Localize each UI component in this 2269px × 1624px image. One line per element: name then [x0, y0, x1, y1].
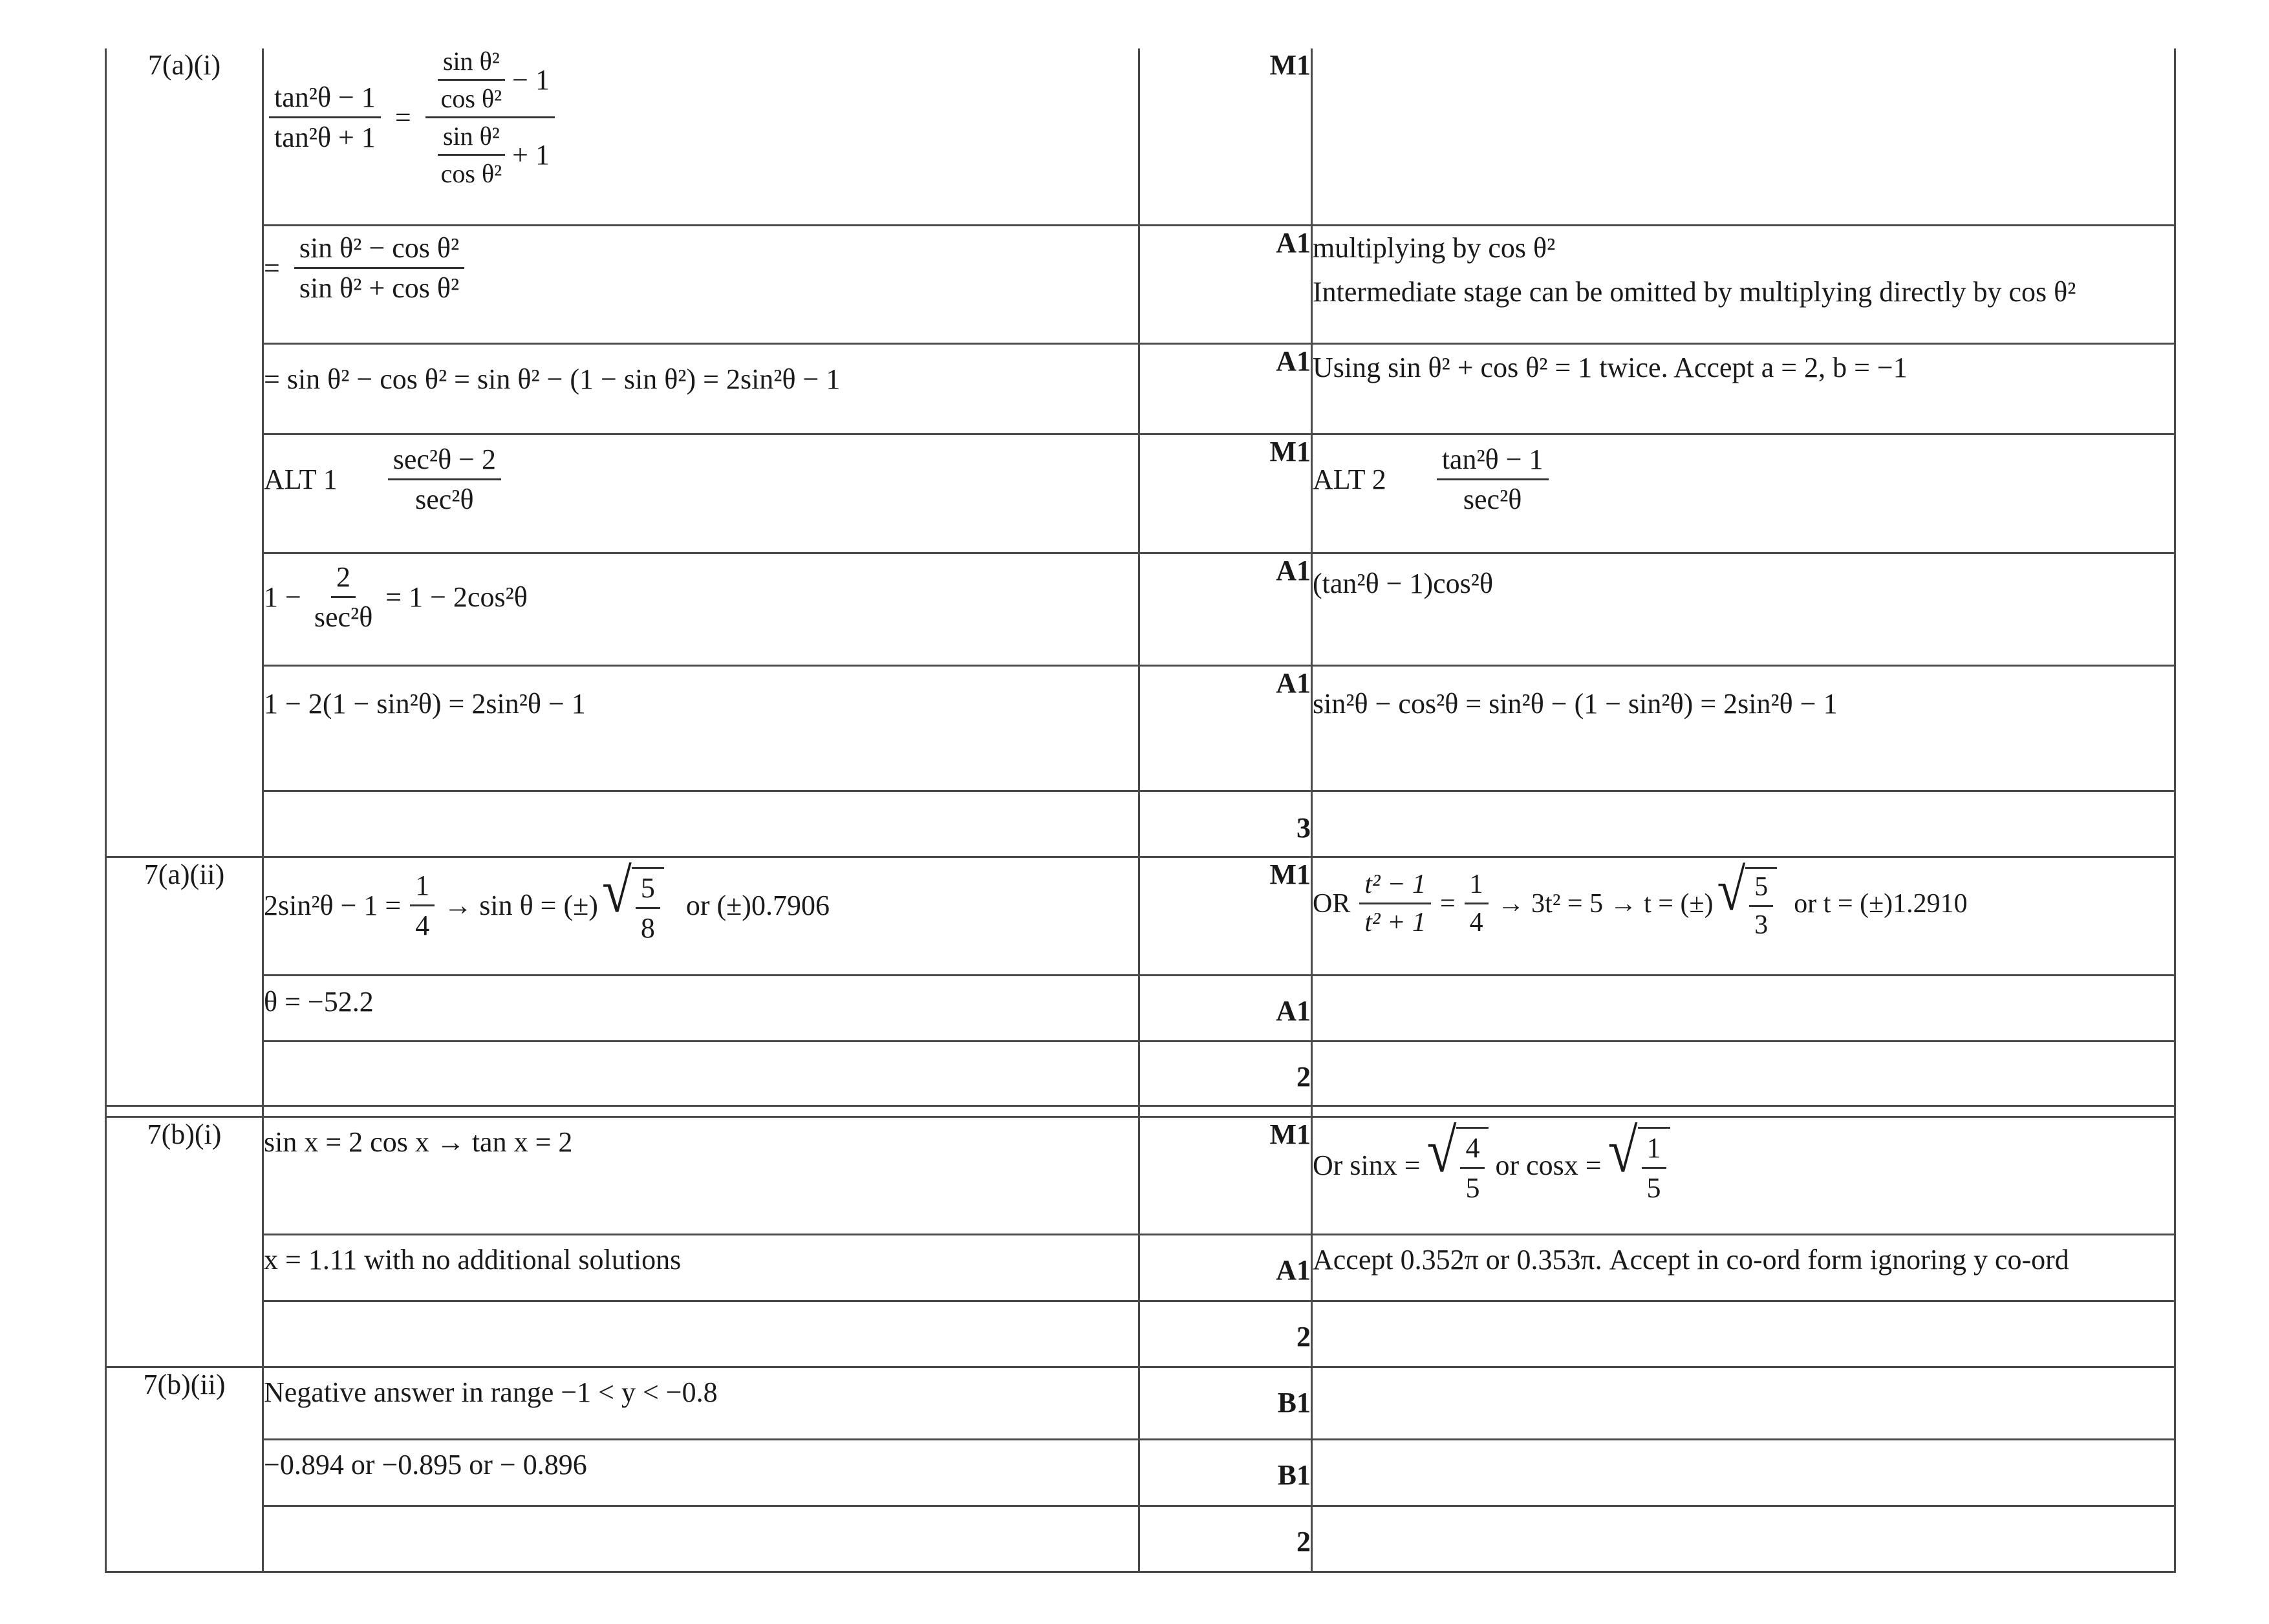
table-row: [106, 665, 2175, 791]
numerator: tan²θ − 1: [1437, 443, 1549, 480]
mark: A1: [1139, 343, 1312, 434]
numerator: 1: [410, 869, 435, 906]
question-label: 7(a)(ii): [106, 857, 263, 1106]
numerator: sin θ²: [438, 46, 505, 81]
working-cell: [263, 791, 1139, 857]
section-separator: [106, 1106, 2175, 1116]
table-row: [106, 1116, 2175, 1234]
comment-cell: [1312, 225, 2175, 343]
comment-line: Intermediate stage can be omitted by multiplying directly by cos θ²: [1313, 275, 2076, 308]
radical-sign: √: [1426, 1116, 1457, 1186]
table-row: [106, 225, 2175, 343]
table-row: [106, 1301, 2175, 1367]
radical-sign: √: [1717, 857, 1746, 923]
working-line: x = 1.11 with no additional solutions: [264, 1243, 682, 1276]
fraction: [1465, 869, 1489, 938]
term: Or sinx =: [1313, 1149, 1421, 1181]
working-line: −0.894 or −0.895 or − 0.896: [264, 1448, 587, 1480]
numerator: 2: [331, 561, 356, 598]
comment-cell: [1312, 1234, 2175, 1301]
fraction: [294, 231, 464, 304]
denominator: 8: [640, 912, 655, 944]
working-cell: [263, 665, 1139, 791]
working-cell: [263, 553, 1139, 665]
term: → sin θ = (±): [444, 890, 598, 921]
radical-sign: √: [601, 857, 632, 926]
mark-total: 2: [1139, 1301, 1312, 1367]
mark: A1: [1139, 1234, 1312, 1301]
table-row: [106, 1234, 2175, 1301]
comment-cell: [1312, 1439, 2175, 1506]
comment-cell: [1312, 343, 2175, 434]
working-line: = sin θ² − cos θ² = sin θ² − (1 − sin θ²) = 2sin²θ − 1: [264, 363, 841, 395]
table-row: [106, 791, 2175, 857]
denominator: sec²θ: [415, 483, 474, 515]
table-row: [106, 1367, 2175, 1439]
denominator: 4: [415, 910, 430, 941]
working-cell: [263, 1439, 1139, 1506]
question-label: 7(b)(ii): [106, 1367, 263, 1572]
question-label: 7(a)(i): [106, 48, 263, 857]
denominator: cos θ²: [440, 159, 502, 188]
mark-total: 2: [1139, 1506, 1312, 1572]
table-row: [106, 48, 2175, 225]
denominator: sin θ² + cos θ²: [299, 272, 460, 304]
term: 2sin²θ − 1 =: [264, 890, 402, 921]
mark-scheme-table: [105, 48, 2176, 1573]
comment-cell: [1312, 975, 2175, 1041]
working-line: 1 − 2(1 − sin²θ) = 2sin²θ − 1: [264, 687, 586, 720]
fraction: [269, 81, 381, 154]
denominator: t² + 1: [1364, 908, 1426, 937]
term: − 1: [512, 64, 550, 96]
mark: A1: [1139, 225, 1312, 343]
working-cell: [263, 1234, 1139, 1301]
denominator: 5: [1646, 1171, 1661, 1204]
numerator: 4: [1460, 1131, 1485, 1169]
fraction: [1437, 443, 1549, 516]
square-root: [1608, 1116, 1670, 1204]
denominator: cos θ²: [440, 84, 502, 113]
table-row: [106, 857, 2175, 975]
working-cell: [263, 857, 1139, 975]
numerator: t² − 1: [1359, 869, 1431, 904]
table-row: [106, 434, 2175, 553]
comment-cell: [1312, 553, 2175, 665]
comment-cell: [1312, 665, 2175, 791]
term: 1 −: [264, 581, 301, 613]
comment-cell: [1312, 857, 2175, 975]
table-row: [106, 553, 2175, 665]
term: OR: [1313, 888, 1351, 919]
equals-sign: =: [394, 102, 411, 133]
mark: M1: [1139, 434, 1312, 553]
numerator: tan²θ − 1: [269, 81, 381, 118]
mark: M1: [1139, 48, 1312, 225]
comment-line: multiplying by cos θ²: [1313, 231, 1556, 264]
term: → 3t² = 5 → t = (±): [1497, 888, 1714, 919]
comment-line: sin²θ − cos²θ = sin²θ − (1 − sin²θ) = 2sin²θ − 1: [1313, 687, 1838, 720]
comment-cell: [1312, 1116, 2175, 1234]
compound-fraction: [425, 46, 555, 189]
denominator: 3: [1754, 910, 1769, 940]
mark-total: 3: [1139, 791, 1312, 857]
mark: A1: [1139, 665, 1312, 791]
radical-sign: √: [1608, 1116, 1638, 1186]
table-row: [106, 1506, 2175, 1572]
numerator: 1: [1465, 869, 1489, 904]
term: or cosx =: [1495, 1149, 1602, 1181]
working-cell: [263, 225, 1139, 343]
working-cell: [263, 343, 1139, 434]
numerator: sin θ² − cos θ²: [294, 231, 464, 269]
mark: B1: [1139, 1439, 1312, 1506]
table-row: [106, 975, 2175, 1041]
working-line: Negative answer in range −1 < y < −0.8: [264, 1376, 718, 1408]
denominator: 5: [1465, 1171, 1480, 1204]
alt-label: ALT 2: [1313, 463, 1386, 495]
working-line: sin x = 2 cos x → tan x = 2: [264, 1126, 573, 1158]
mark: A1: [1139, 975, 1312, 1041]
fraction: [410, 869, 435, 942]
mark: B1: [1139, 1367, 1312, 1439]
working-cell: [263, 1506, 1139, 1572]
working-cell: [263, 1301, 1139, 1367]
working-cell: [263, 1116, 1139, 1234]
term: + 1: [512, 139, 550, 171]
working-cell: [263, 975, 1139, 1041]
working-cell: [263, 434, 1139, 553]
question-label: 7(b)(i): [106, 1116, 263, 1367]
term: = 1 − 2cos²θ: [385, 581, 528, 613]
square-root: [1717, 857, 1777, 941]
comment-line: (tan²θ − 1)cos²θ: [1313, 567, 1494, 599]
numerator: sin θ²: [438, 121, 505, 156]
comment-cell: [1312, 1506, 2175, 1572]
numerator: 5: [1749, 871, 1773, 907]
fraction: [1359, 869, 1431, 938]
table-row: [106, 1041, 2175, 1106]
numerator: 1: [1642, 1131, 1666, 1169]
denominator: tan²θ + 1: [274, 122, 376, 153]
mark: M1: [1139, 857, 1312, 975]
table-row: [106, 1439, 2175, 1506]
comment-cell: [1312, 1301, 2175, 1367]
denominator: sec²θ: [1463, 483, 1522, 515]
numerator: sec²θ − 2: [388, 443, 501, 480]
working-cell: [263, 48, 1139, 225]
square-root: [601, 857, 664, 945]
table-row: [106, 343, 2175, 434]
term: or t = (±)1.2910: [1794, 888, 1968, 919]
denominator: sec²θ: [314, 601, 373, 633]
mark: A1: [1139, 553, 1312, 665]
working-cell: [263, 1367, 1139, 1439]
equals-sign: =: [264, 251, 280, 284]
comment-cell: [1312, 48, 2175, 225]
comment-line: Using sin θ² + cos θ² = 1 twice. Accept a = 2, b = −1: [1313, 351, 1908, 383]
comment-cell: [1312, 1367, 2175, 1439]
mark: M1: [1139, 1116, 1312, 1234]
fraction: [388, 443, 501, 516]
comment-line: Accept 0.352π or 0.353π. Accept in co-ord form ignoring y co-ord: [1313, 1243, 2069, 1276]
denominator: 4: [1469, 908, 1483, 937]
equals-sign: =: [1439, 888, 1456, 919]
working-line: θ = −52.2: [264, 985, 374, 1018]
numerator: 5: [636, 871, 660, 909]
mark-total: 2: [1139, 1041, 1312, 1106]
term: or (±)0.7906: [685, 890, 830, 921]
comment-cell: [1312, 1041, 2175, 1106]
alt-label: ALT 1: [264, 463, 338, 495]
working-cell: [263, 1041, 1139, 1106]
comment-cell: [1312, 791, 2175, 857]
square-root: [1426, 1116, 1489, 1204]
comment-cell: [1312, 434, 2175, 553]
fraction: [309, 561, 378, 634]
